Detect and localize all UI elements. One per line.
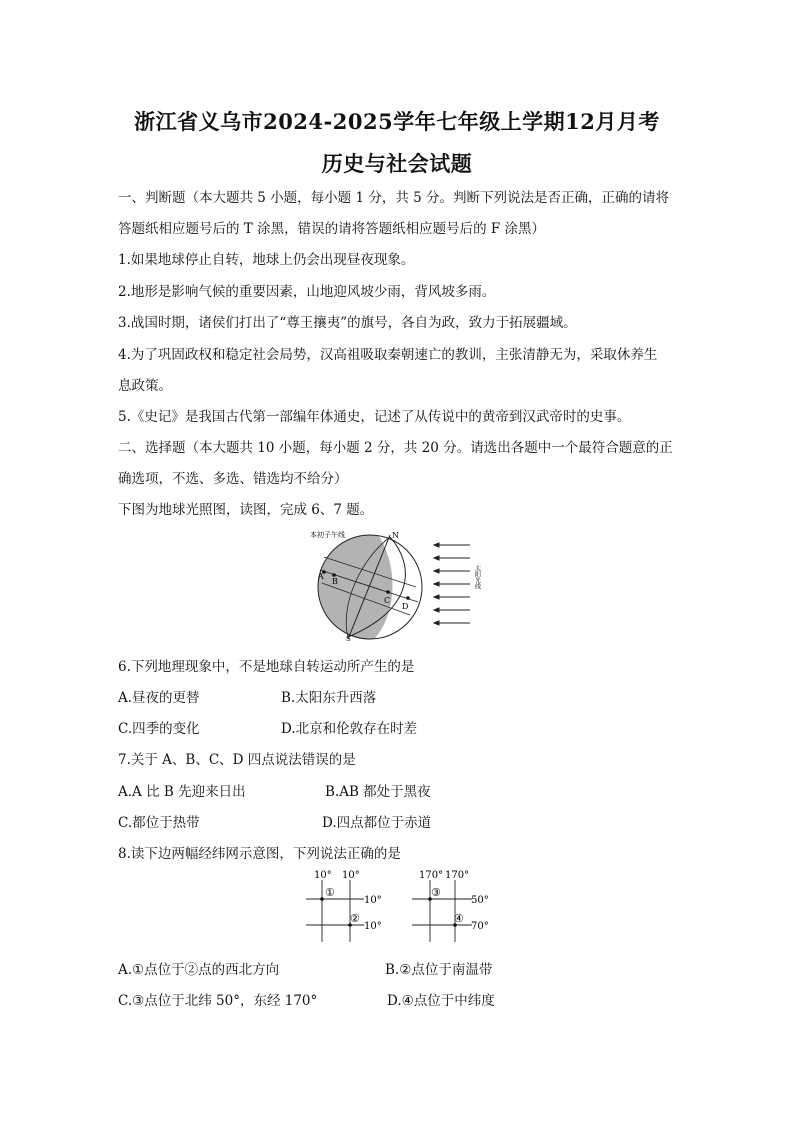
right-lat-label-1: 50° [471, 895, 489, 906]
left-lat-label-2: 10° [364, 921, 382, 932]
south-label: S [346, 635, 351, 643]
q6-option-c: C.四季的变化 [118, 721, 200, 737]
point-1-label: ① [325, 886, 335, 899]
right-graticule [412, 880, 472, 942]
point-2-label: ② [350, 912, 360, 925]
left-graticule [306, 880, 364, 942]
q6-option-b: B.太阳东升西落 [281, 690, 377, 706]
q8-option-c: C.③点位于北纬 50°，东经 170° [118, 993, 318, 1009]
q8-option-d: D.④点位于中纬度 [387, 993, 495, 1009]
earth-illumination-figure [300, 525, 500, 643]
question-5: 5.《史记》是我国古代第一部编年体通史，记述了从传说中的黄帝到汉武帝时的史事。 [118, 409, 631, 425]
section1-heading: 一、判断题（本大题共 5 小题，每小题 1 分，共 5 分。判断下列说法是否正确，正确的请将 [118, 190, 670, 206]
right-lon-label-1: 170° [419, 870, 444, 881]
page-subtitle: 历史与社会试题 [321, 151, 473, 176]
q7-option-c: C.都位于热带 [118, 815, 200, 831]
q8-option-b: B.②点位于南温带 [385, 962, 493, 978]
q6-option-d: D.北京和伦敦存在时差 [281, 721, 418, 737]
left-lon-label-1: 10° [314, 870, 332, 881]
q7-option-b: B.AB 都处于黑夜 [325, 784, 431, 800]
right-lat-label-2: 70° [471, 921, 489, 932]
point-3-label: ③ [431, 886, 441, 899]
point-a-label: A [318, 572, 324, 581]
graticule-figure [300, 866, 500, 946]
question-7: 7.关于 A、B、C、D 四点说法错误的是 [118, 752, 356, 768]
question-3: 3.战国时期，诸侯们打出了“尊王攘夷”的旗号，各自为政，致力于拓展疆域。 [118, 315, 577, 331]
right-lon-label-2: 170° [445, 870, 470, 881]
point-c-label: C [384, 596, 391, 605]
question-2: 2.地形是影响气候的重要因素，山地迎风坡少雨，背风坡多雨。 [118, 284, 496, 300]
q6-option-a: A.昼夜的更替 [118, 690, 200, 706]
q7-option-a: A.A 比 B 先迎来日出 [118, 784, 246, 800]
section2-heading: 二、选择题（本大题共 10 小题，每小题 2 分，共 20 分。请选出各题中一个最符合题意的正 [118, 440, 673, 456]
question-1: 1.如果地球停止自转，地球上仍会出现昼夜现象。 [118, 252, 415, 268]
left-lon-label-2: 10° [342, 870, 360, 881]
question-4-cont: 息政策。 [118, 378, 172, 394]
question-8: 8.读下边两幅经纬网示意图，下列说法正确的是 [118, 846, 401, 862]
north-label: N [392, 531, 399, 540]
sunlight-arrows [434, 543, 470, 625]
point-4-label: ④ [454, 912, 464, 925]
left-lat-label-1: 10° [364, 895, 382, 906]
question-4: 4.为了巩固政权和稳定社会局势，汉高祖吸取秦朝速亡的教训，主张清静无为，采取休养生 [118, 347, 658, 363]
sunlight-label: 太阳光线 [473, 565, 481, 589]
q7-option-d: D.四点都位于赤道 [322, 815, 432, 831]
prime-meridian-label: 本初子午线 [310, 531, 345, 539]
point-b-label: B [332, 577, 338, 586]
section2-heading-cont: 确选项，不选、多选、错选均不给分） [118, 471, 348, 487]
page-title: 浙江省义乌市2024-2025学年七年级上学期12月月考 [134, 109, 660, 134]
q8-option-a: A.①点位于②点的西北方向 [118, 962, 280, 978]
point-d-label: D [402, 602, 409, 611]
section1-heading-cont: 答题纸相应题号后的 T 涂黑，错误的请将答题纸相应题号后的 F 涂黑） [118, 221, 546, 237]
question-6: 6.下列地理现象中，不是地球自转运动所产生的是 [118, 659, 415, 675]
figure-intro: 下图为地球光照图，读图，完成 6、7 题。 [118, 502, 374, 518]
